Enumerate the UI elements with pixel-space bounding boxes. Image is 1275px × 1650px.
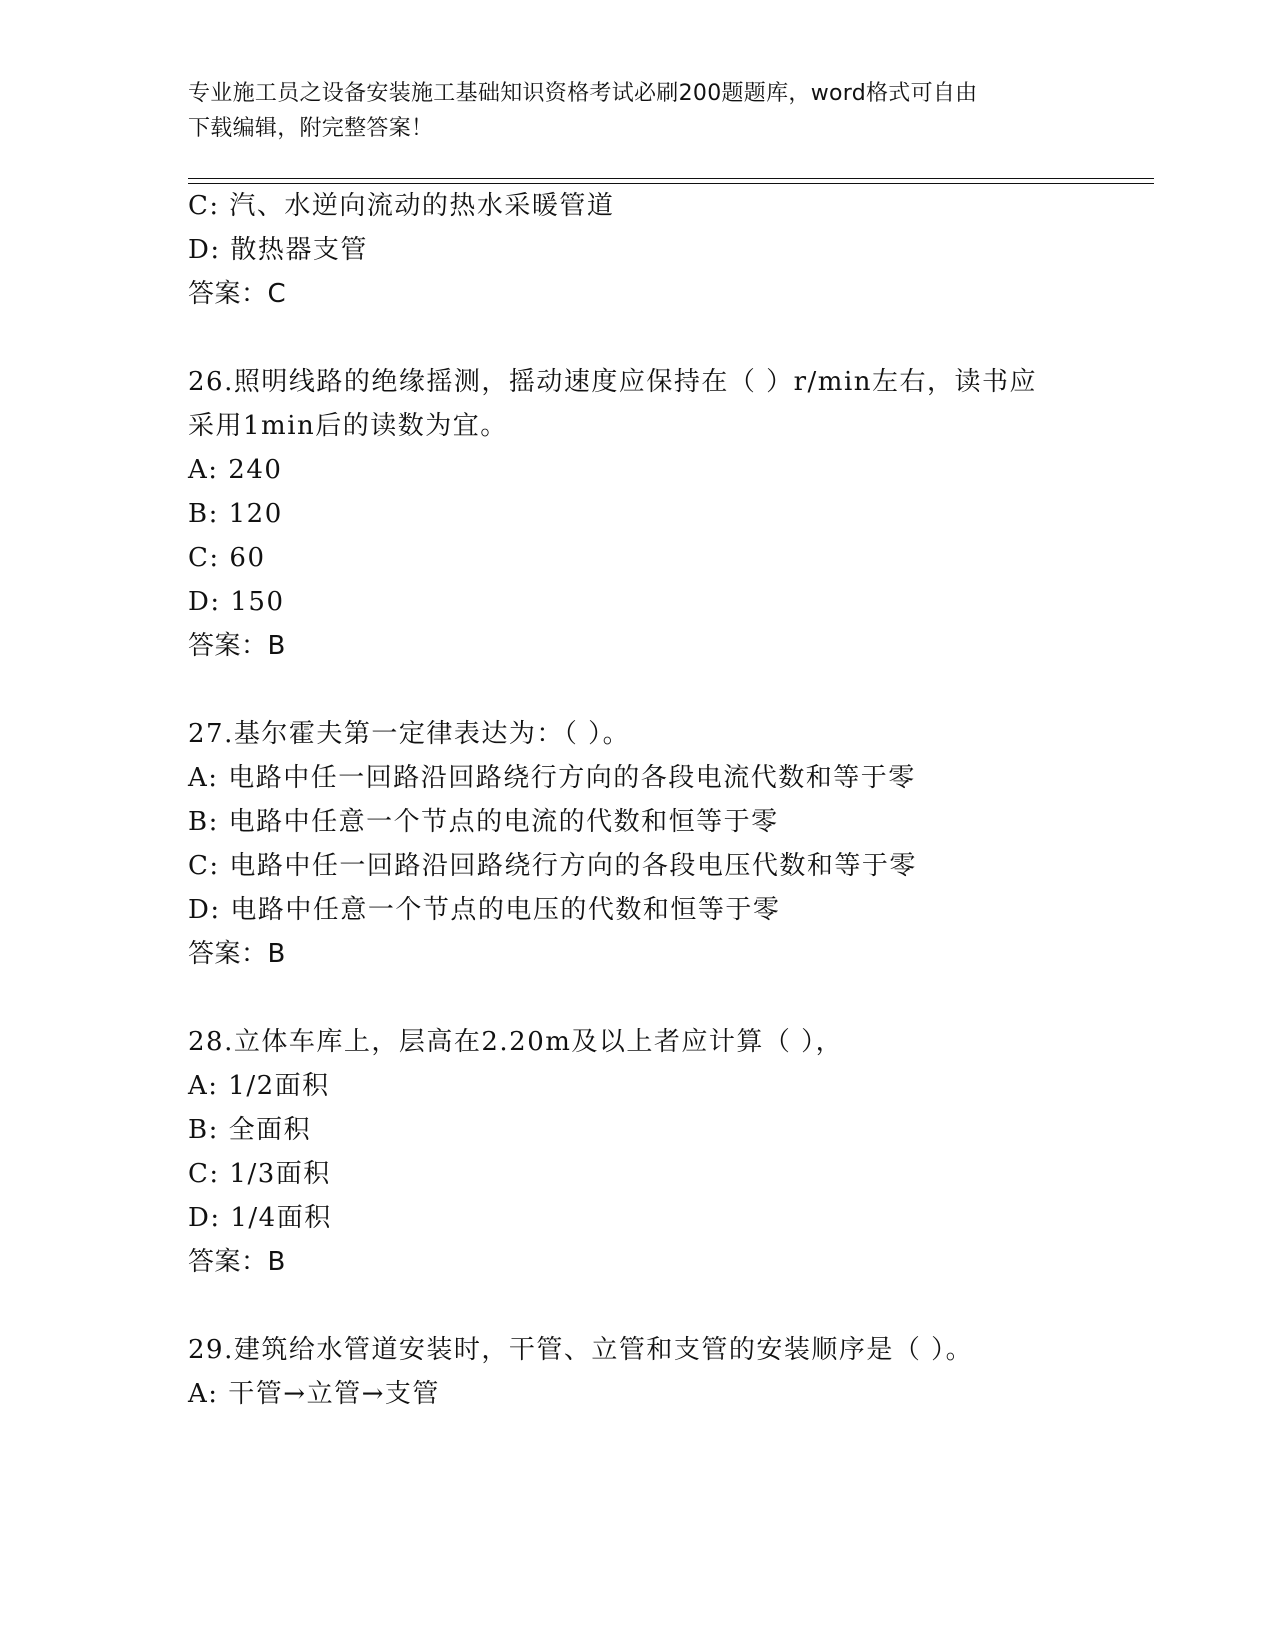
question-28-option-a: A: 1/2面积: [188, 1071, 330, 1101]
question-29-option-a: A: 干管→立管→支管: [188, 1379, 440, 1409]
question-27-stem: 27.基尔霍夫第一定律表达为：（ ）。: [188, 719, 631, 749]
question-26-answer: 答案：B: [188, 631, 286, 661]
question-26-option-c: C: 60: [188, 543, 266, 573]
question-27-answer: 答案：B: [188, 939, 286, 969]
question-26-option-b: B: 120: [188, 499, 283, 529]
document-header: [188, 76, 1068, 146]
option-d: D: 散热器支管: [188, 235, 368, 265]
answer: 答案：C: [188, 279, 287, 309]
option-c: C: 汽、水逆向流动的热水采暖管道: [188, 191, 615, 221]
header-divider-top: [188, 178, 1154, 179]
question-26-stem-line-2: 采用1min后的读数为宜。: [188, 411, 508, 441]
question-26-stem-line-1: 26.照明线路的绝缘摇测，摇动速度应保持在（ ）r/min左右，读书应: [188, 367, 1038, 397]
question-27-option-d: D: 电路中任意一个节点的电压的代数和恒等于零: [188, 895, 781, 925]
question-26-option-a: A: 240: [188, 455, 283, 485]
question-29-stem: 29.建筑给水管道安装时，干管、立管和支管的安装顺序是（ ）。: [188, 1335, 974, 1365]
header-line-1: 专业施工员之设备安装施工基础知识资格考试必刷200题题库，word格式可自由: [188, 81, 978, 106]
header-line-2: 下载编辑，附完整答案！: [188, 116, 434, 141]
header-divider-bottom: [188, 183, 1154, 184]
question-27-option-a: A: 电路中任一回路沿回路绕行方向的各段电流代数和等于零: [188, 763, 916, 793]
question-27-option-b: B: 电路中任意一个节点的电流的代数和恒等于零: [188, 807, 779, 837]
question-26-option-d: D: 150: [188, 587, 285, 617]
question-28-option-c: C: 1/3面积: [188, 1159, 331, 1189]
question-28-option-d: D: 1/4面积: [188, 1203, 332, 1233]
question-28-answer: 答案：B: [188, 1247, 286, 1277]
question-28-stem: 28.立体车库上，层高在2.20m及以上者应计算（ ），: [188, 1027, 844, 1057]
question-28-option-b: B: 全面积: [188, 1115, 312, 1145]
question-27-option-c: C: 电路中任一回路沿回路绕行方向的各段电压代数和等于零: [188, 851, 917, 881]
